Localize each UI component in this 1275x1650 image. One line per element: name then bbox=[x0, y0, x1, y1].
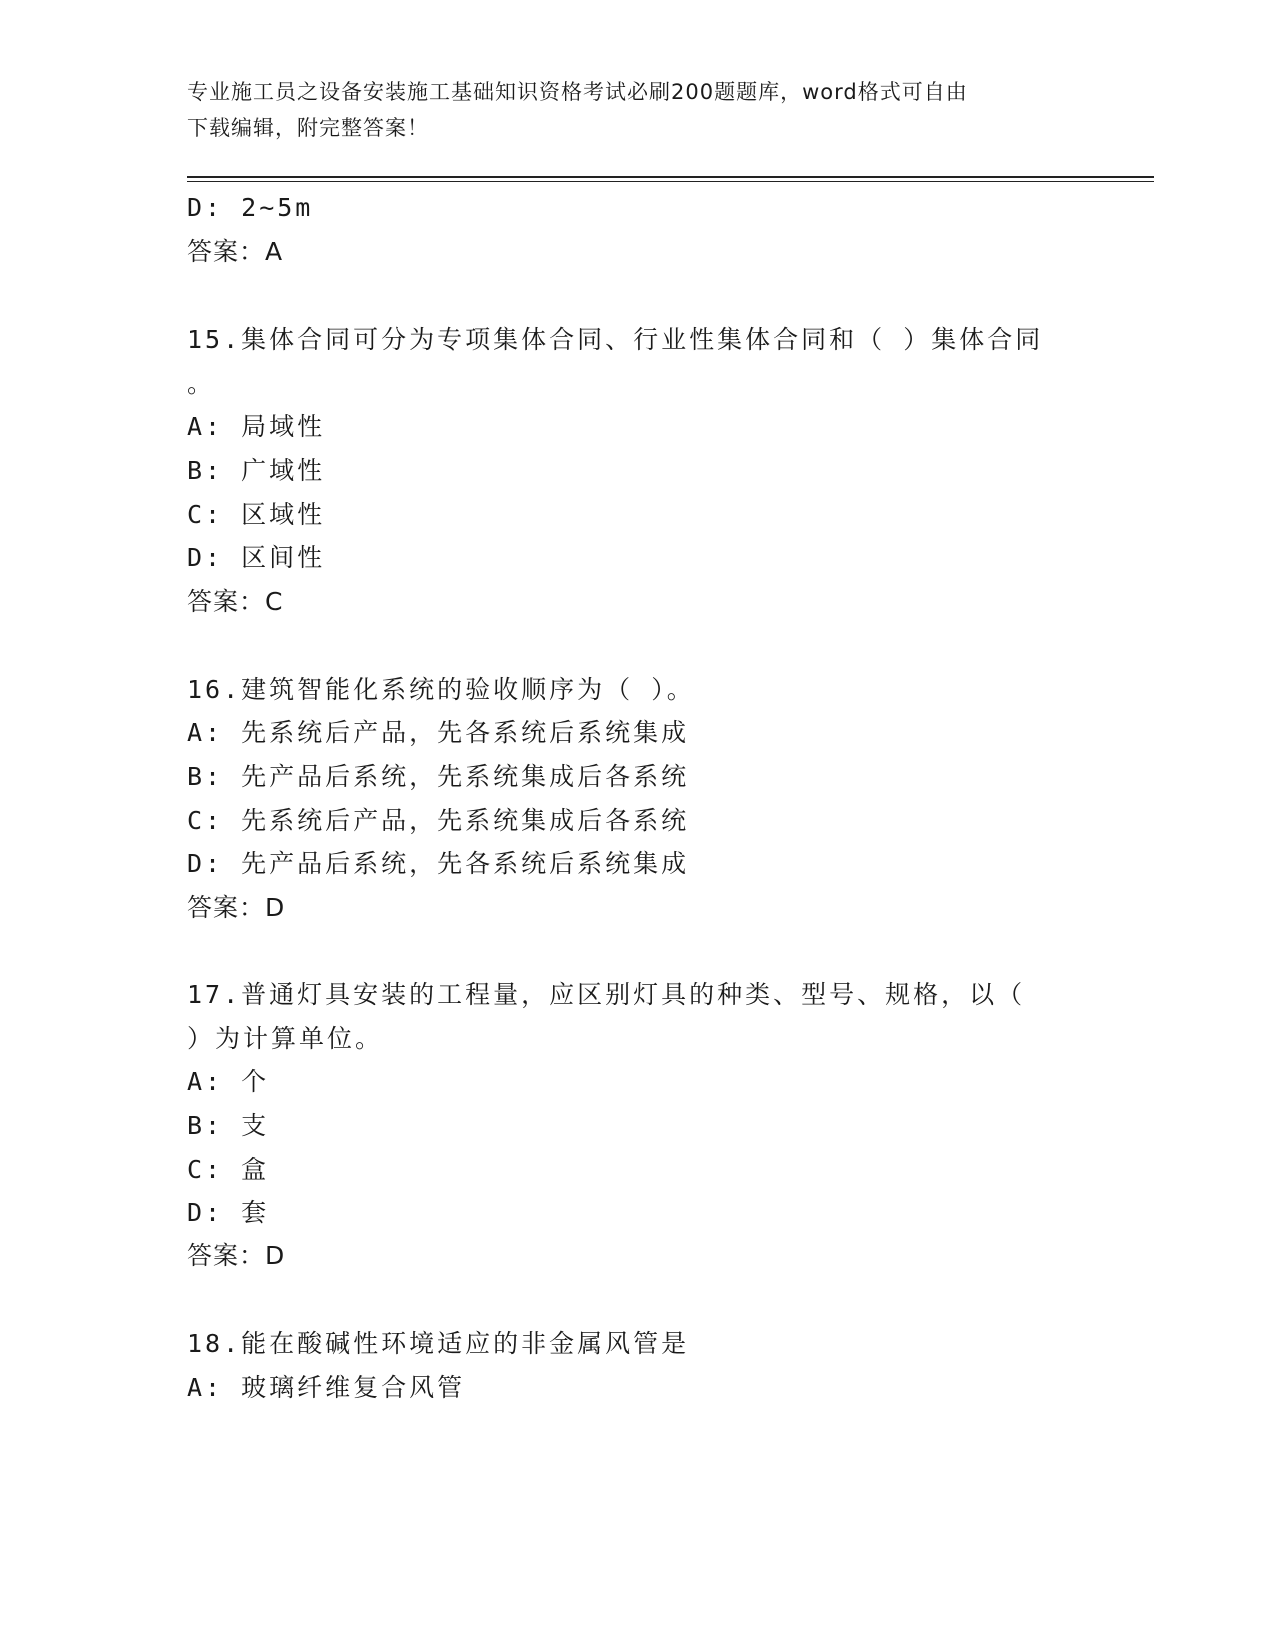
q18-stem-line-1: 18.能在酸碱性环境适应的非金属风管是 bbox=[187, 1329, 690, 1358]
q16-option-a: A: 先系统后产品，先各系统后系统集成 bbox=[187, 718, 690, 747]
q16-option-b: B: 先产品后系统，先系统集成后各系统 bbox=[187, 762, 690, 791]
q17-option-d: D: 套 bbox=[187, 1198, 270, 1227]
header-divider-thin bbox=[187, 181, 1154, 182]
prev-option-d: D: 2~5m bbox=[187, 193, 314, 222]
q15-option-c: C: 区域性 bbox=[187, 500, 326, 529]
q15-option-d: D: 区间性 bbox=[187, 543, 326, 572]
header-divider-thick bbox=[187, 176, 1154, 178]
q16-stem-line-1: 16.建筑智能化系统的验收顺序为（ ）。 bbox=[187, 675, 695, 704]
q16-option-c: C: 先系统后产品，先系统集成后各系统 bbox=[187, 806, 690, 835]
q15-option-a: A: 局域性 bbox=[187, 412, 326, 441]
q17-option-a: A: 个 bbox=[187, 1067, 270, 1096]
q17-stem-line-1: 17.普通灯具安装的工程量，应区别灯具的种类、型号、规格，以（ bbox=[187, 980, 1026, 1009]
header-line-1: 专业施工员之设备安装施工基础知识资格考试必刷200题题库，word格式可自由 bbox=[187, 80, 968, 104]
header-line-2: 下载编辑，附完整答案！ bbox=[187, 116, 429, 140]
q15-answer: 答案：C bbox=[187, 587, 284, 616]
q18-option-a: A: 玻璃纤维复合风管 bbox=[187, 1373, 466, 1402]
q17-answer: 答案：D bbox=[187, 1241, 286, 1270]
q16-option-d: D: 先产品后系统，先各系统后系统集成 bbox=[187, 849, 690, 878]
prev-answer: 答案：A bbox=[187, 237, 284, 266]
q15-stem-line-1: 15.集体合同可分为专项集体合同、行业性集体合同和（ ）集体合同 bbox=[187, 325, 1044, 354]
document-header bbox=[187, 74, 1067, 146]
q15-stem-line-2: 。 bbox=[187, 369, 216, 398]
q15-option-b: B: 广域性 bbox=[187, 456, 326, 485]
q17-option-c: C: 盒 bbox=[187, 1155, 270, 1184]
q17-option-b: B: 支 bbox=[187, 1111, 270, 1140]
q17-stem-line-2: ）为计算单位。 bbox=[187, 1024, 384, 1053]
q16-answer: 答案：D bbox=[187, 893, 286, 922]
